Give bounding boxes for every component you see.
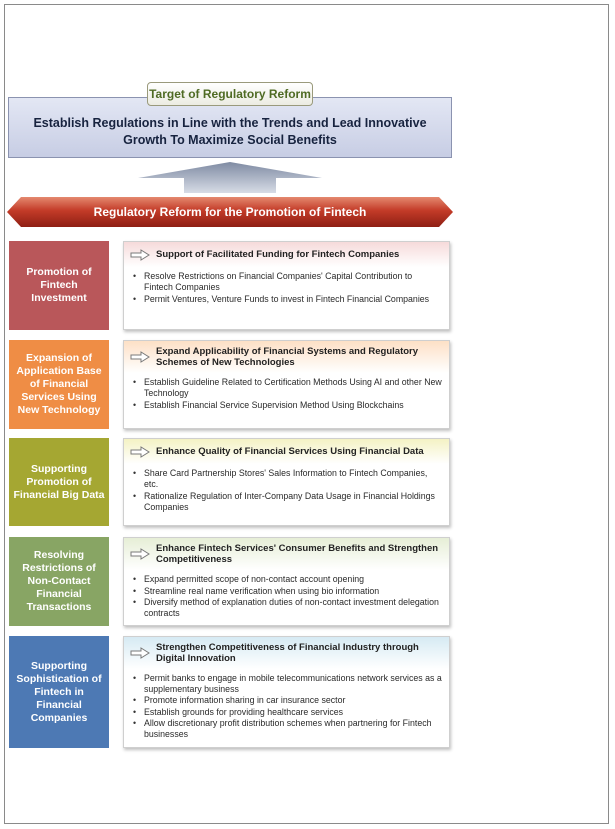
section-title: Enhance Quality of Financial Services Using Financial Data [156, 445, 424, 457]
section-items [124, 570, 449, 625]
section-title: Expand Applicability of Financial Systems and Regulatory Schemes of New Technologies [156, 345, 419, 368]
section-heading [124, 637, 449, 669]
right-arrow-icon [130, 249, 150, 261]
right-arrow-icon [130, 351, 150, 363]
section-items [124, 373, 449, 428]
right-arrow-icon [130, 446, 150, 458]
list-item: • Share Card Partnership Stores' Sales Information to Fintech Companies, etc. [144, 468, 443, 489]
banner-title [7, 196, 453, 228]
section-panel-4 [123, 636, 450, 748]
list-item: • Promote information sharing in car insurance sector [144, 695, 443, 706]
category-label: Supporting Sophistication of Fintech in Financial Companies [16, 659, 102, 724]
section-items [124, 267, 449, 329]
section-panel-0 [123, 241, 450, 330]
list-item: • Establish Guideline Related to Certification Methods Using AI and other New Technology [144, 377, 443, 398]
section-panel-1 [123, 340, 450, 429]
list-item: • Rationalize Regulation of Inter-Company Data Usage in Financial Holdings Companies [144, 491, 443, 512]
list-item: • Establish Financial Service Supervision Method Using Blockchains [144, 400, 443, 411]
target-label-text: Target of Regulatory Reform [149, 87, 311, 101]
list-item: • Resolve Restrictions on Financial Companies' Capital Contribution to Fintech Companies [144, 271, 443, 292]
up-arrow-icon [136, 160, 324, 194]
section-heading [124, 242, 449, 267]
category-box-0 [9, 241, 109, 330]
category-label: Supporting Promotion of Financial Big Data [13, 462, 105, 501]
list-item: • Establish grounds for providing healthcare services [144, 707, 443, 718]
section-items [124, 464, 449, 525]
category-box-4 [9, 636, 109, 748]
right-arrow-icon [130, 548, 150, 560]
list-item: • Expand permitted scope of non-contact account opening [144, 574, 443, 585]
section-heading [124, 439, 449, 464]
section-title: Support of Facilitated Funding for Fintech Companies [156, 248, 400, 260]
goal-text: Establish Regulations in Line with the Trends and Lead Innovative Growth To Maximize Social Benefits [33, 115, 427, 147]
section-heading [124, 341, 449, 373]
category-label: Promotion of Fintech Investment [26, 266, 92, 304]
category-box-3 [9, 537, 109, 626]
section-heading [124, 538, 449, 570]
section-title: Enhance Fintech Services' Consumer Benefits and Strengthen Competitiveness [156, 542, 439, 565]
list-item: • Diversify method of explanation duties of non-contact investment delegation contracts [144, 597, 443, 618]
list-item: • Permit Ventures, Venture Funds to invest in Fintech Financial Companies [144, 294, 443, 305]
section-panel-3 [123, 537, 450, 626]
list-item: • Permit banks to engage in mobile telecommunications network services as a supplementary business [144, 673, 443, 694]
category-box-2 [9, 438, 109, 526]
category-label: Resolving Restrictions of Non-Contact Financial Transactions [22, 549, 96, 613]
category-box-1 [9, 340, 109, 429]
section-panel-2 [123, 438, 450, 526]
list-item: • Streamline real name verification when using bio information [144, 586, 443, 597]
section-items [124, 669, 449, 747]
list-item: • Allow discretionary profit distribution schemes when partnering for Fintech businesses [144, 718, 443, 739]
banner-title-text: Regulatory Reform for the Promotion of Fintech [93, 205, 367, 219]
target-label [147, 82, 313, 106]
category-label: Expansion of Application Base of Financial Services Using New Technology [16, 352, 102, 416]
goal-box [8, 97, 452, 158]
right-arrow-icon [130, 647, 150, 659]
section-title: Strengthen Competitiveness of Financial Industry through Digital Innovation [156, 641, 419, 664]
